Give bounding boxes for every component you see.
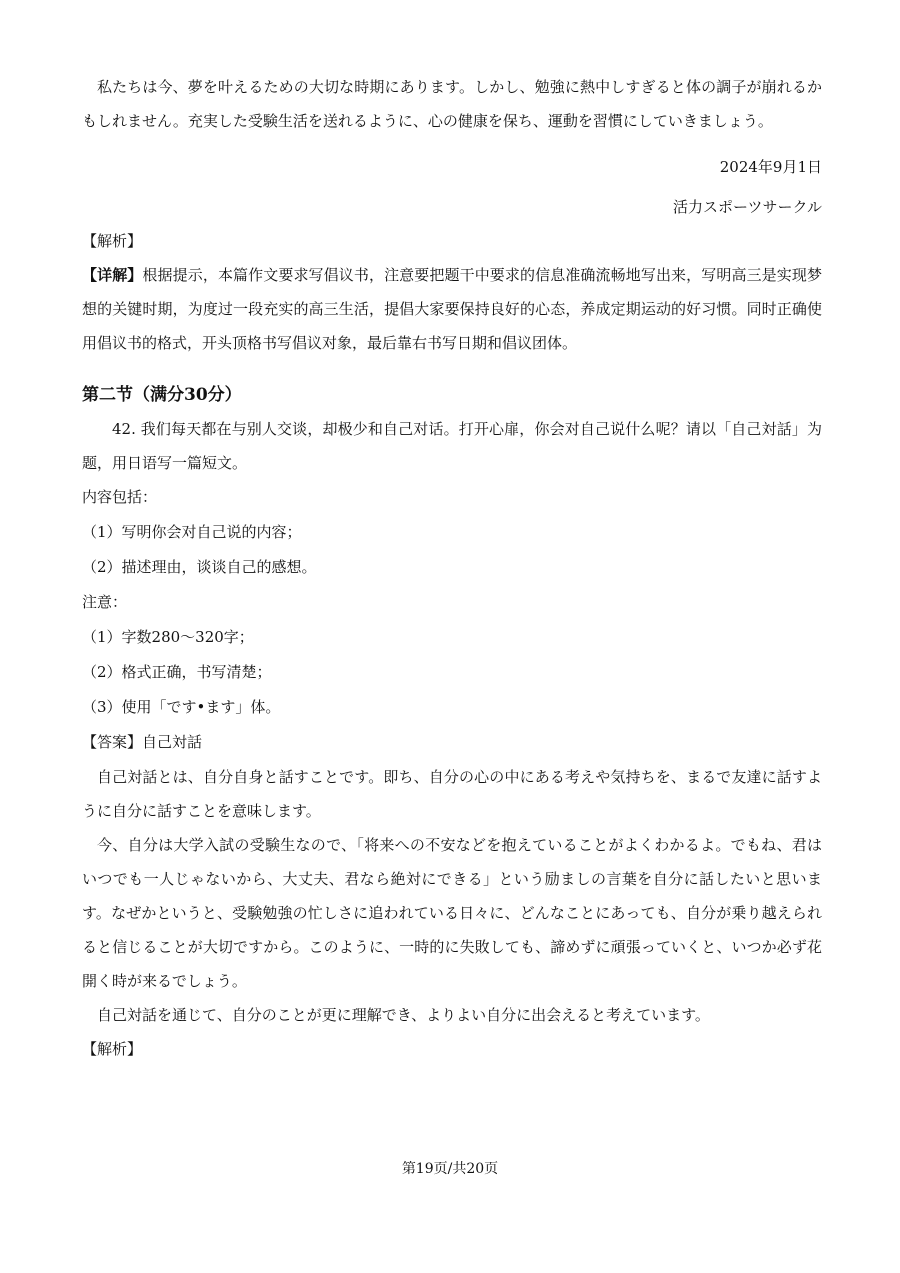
answer-title: 自己対話 [142,733,203,751]
letter-body: 私たちは今、夢を叶えるための大切な時期にあります。しかし、勉強に熱中しすぎると体の調子が崩れるかもしれません。充実した受験生活を送れるように、心の健康を保ち、運動を習慣にしていきましょう。 [82,78,822,130]
page-footer: 第19页/共20页 [401,1161,499,1177]
question-text: 42. 我们每天都在与别人交谈，却极少和自己对话。打开心扉，你会对自己说什么呢？请以「自己対話」为题，用日语写一篇短文。 [82,420,822,472]
analysis-tag: 【解析】 [82,1040,143,1058]
content-item: （2）描述理由，谈谈自己的感想。 [82,558,317,576]
detail-text: 根据提示，本篇作文要求写倡议书，注意要把题干中要求的信息准确流畅地写出来，写明高三是实现梦想的关键时期，为度过一段充实的高三生活，提倡大家要保持良好的心态，养成定期运动的好习惯。同时正确使用倡议书的格式，开头顶格书写倡议对象，最后靠右书写日期和倡议团体。 [82,266,822,352]
notes-item: （2）格式正确，书写清楚； [82,663,272,681]
answer-paragraph: 自己対話を通じて、自分のことが更に理解でき、よりよい自分に出会えると考えています。 [97,1006,710,1024]
notes-item: （1）字数280～320字； [82,628,254,646]
answer-tag: 【答案】 [82,733,143,751]
letter-signature: 活力スポーツサークル [673,198,822,216]
answer-line [82,725,822,760]
detail-tag: 【详解】 [82,266,143,284]
notes-item: （3）使用「です•ます」体。 [82,698,281,716]
analysis-tag: 【解析】 [82,232,143,250]
answer-paragraph: 自己対話とは、自分自身と話すことです。即ち、自分の心の中にある考えや気持ちを、まるで友達に話すように自分に話すことを意味します。 [82,768,822,820]
detail-paragraph [82,258,822,360]
content-heading: 内容包括： [82,488,158,506]
content-item: （1）写明你会对自己说的内容； [82,523,302,541]
answer-paragraph: 今、自分は大学入試の受験生なので、「将来への不安などを抱えていることがよくわかるよ。でもね、君はいつでも一人じゃないから、大丈夫、君なら絶対にできる」という励ましの言葉を自分に話したいと思います。なぜかというと、受験勉強の忙しさに追われている日々に、どんなことにあっても、自分が乗り越えられると信じることが大切ですから。このように、一時的に失敗しても、諦めずに頑張っていくと、いつか必ず花開く時が来るでしょう。 [82,836,822,990]
notes-heading: 注意： [82,593,128,611]
document-page [82,70,822,1066]
letter-date: 2024年9月1日 [719,158,822,176]
section-title: 第二节（满分30分） [82,385,242,405]
